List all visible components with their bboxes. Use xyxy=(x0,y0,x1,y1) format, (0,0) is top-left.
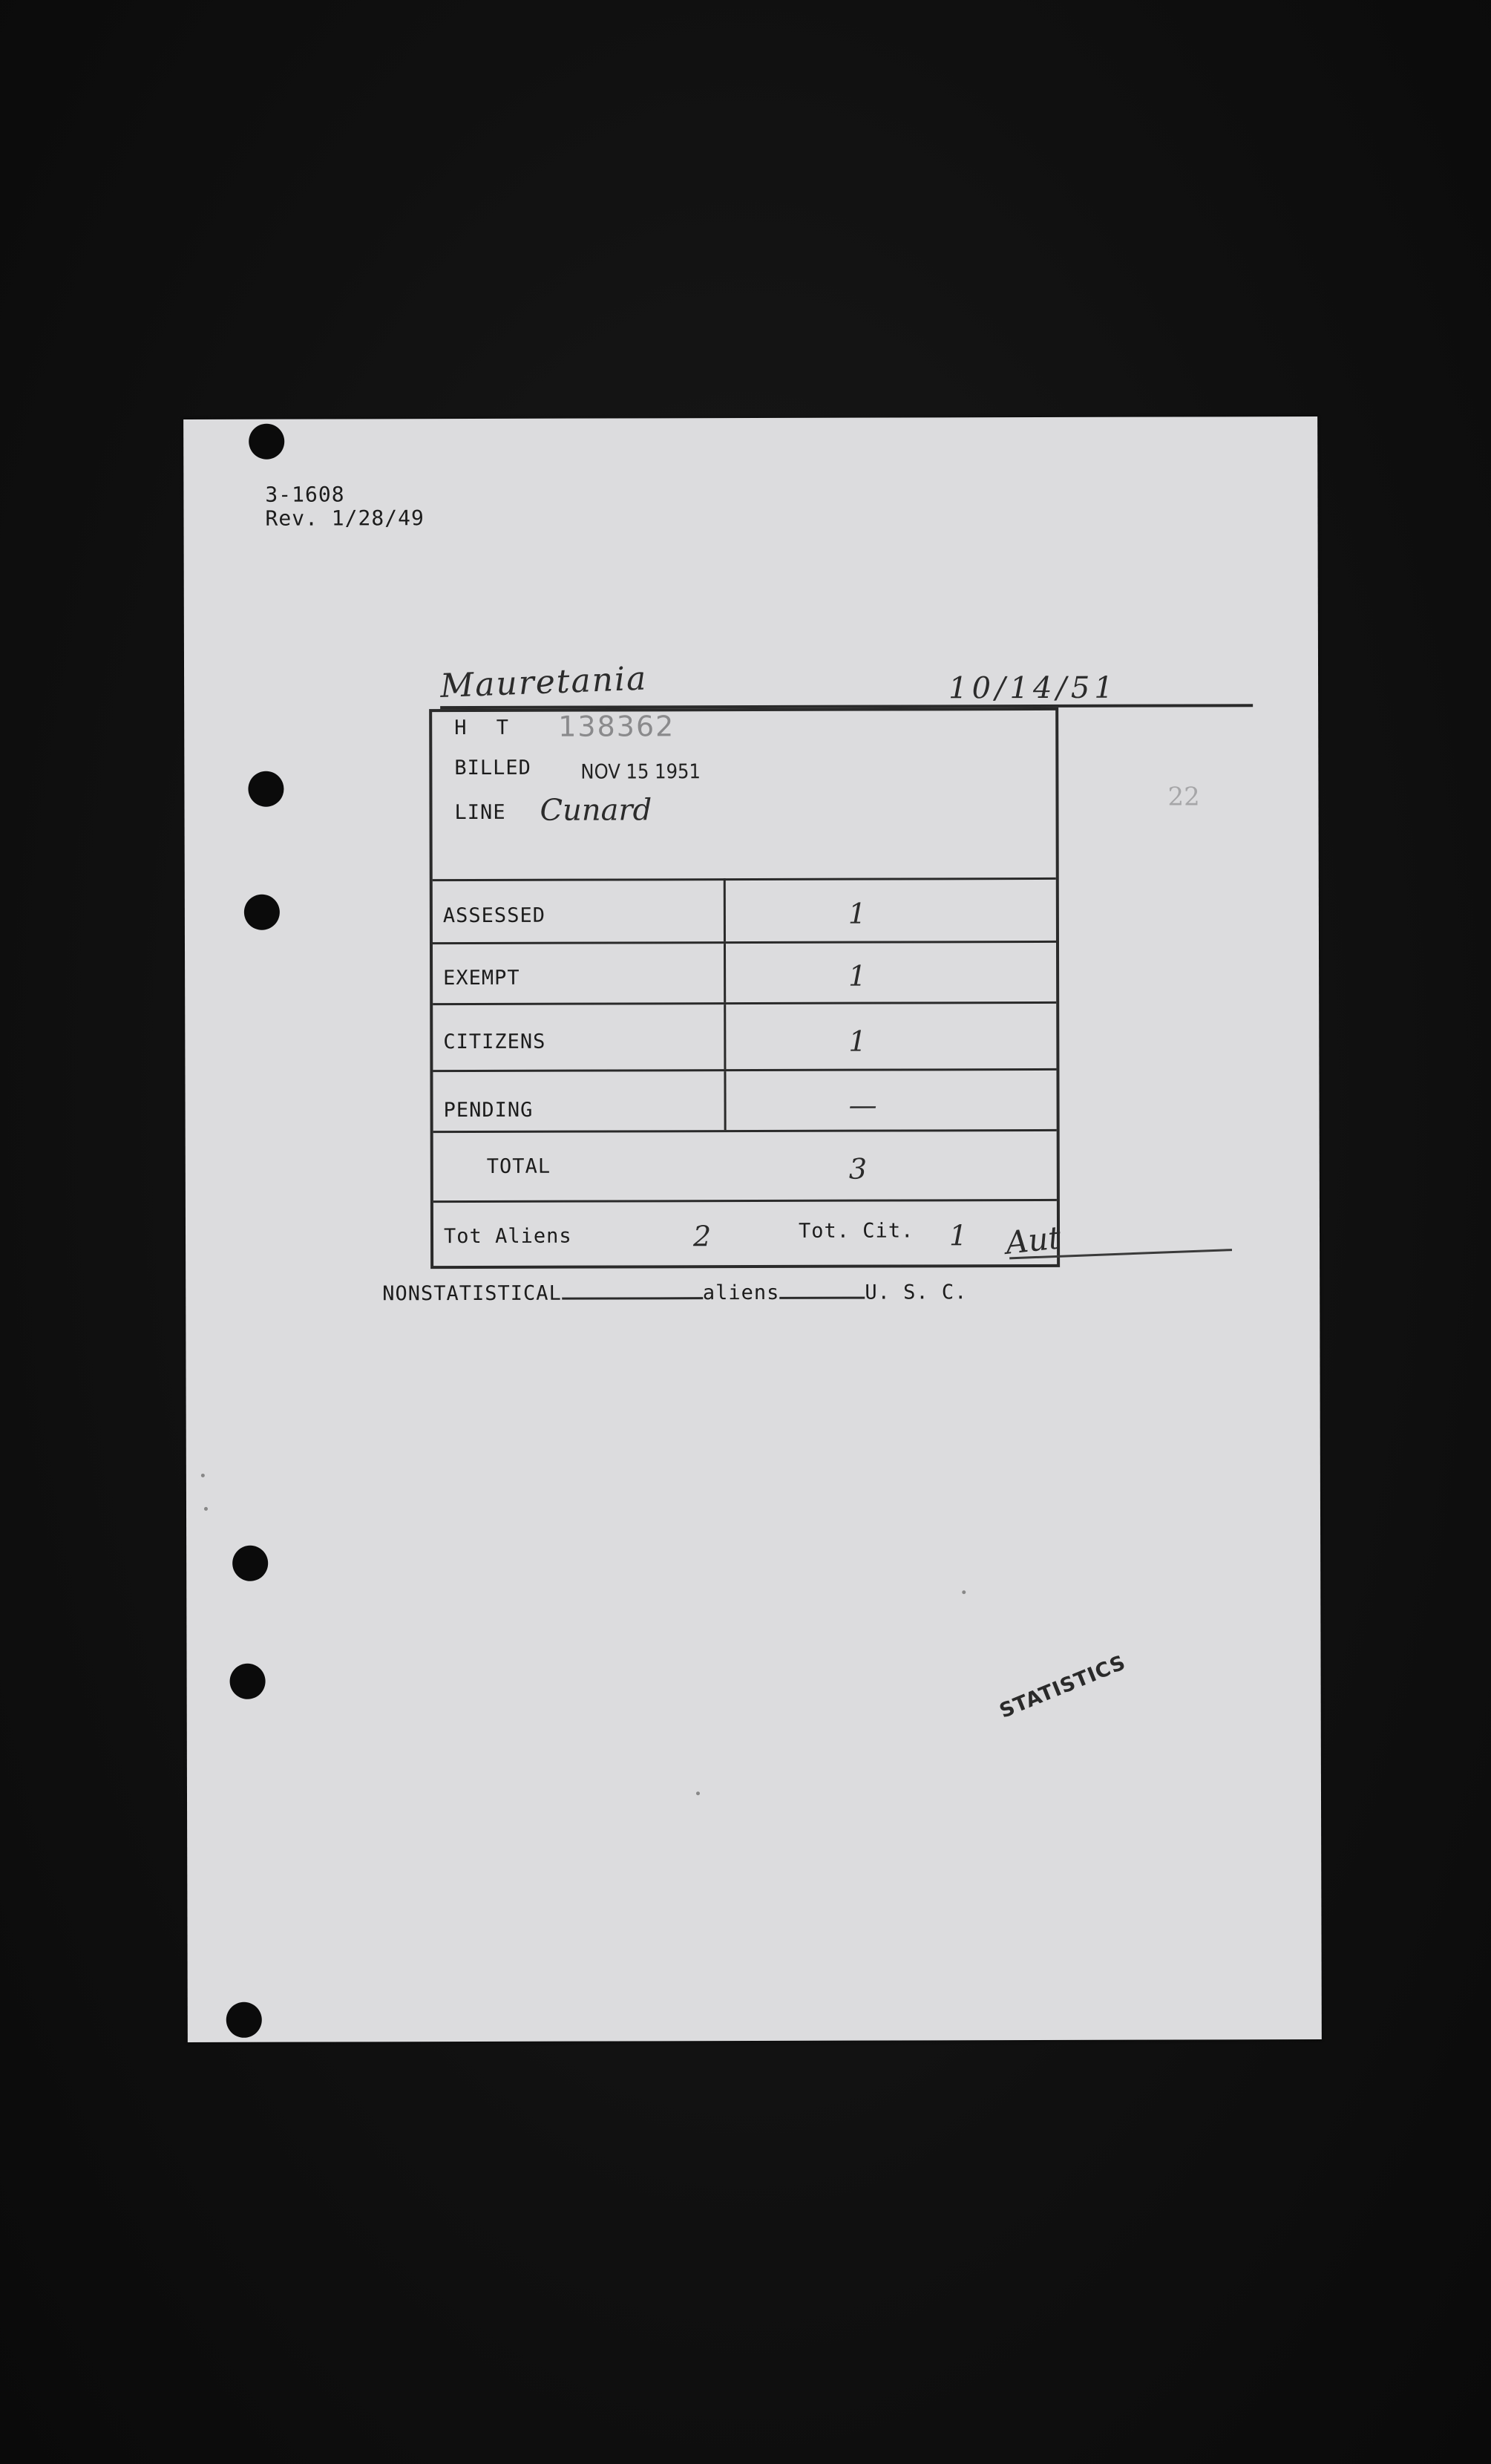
form-revision: Rev. 1/28/49 xyxy=(265,506,425,531)
row-value: 1 xyxy=(848,959,867,993)
column-divider xyxy=(724,1004,726,1069)
entry-date: 10/14/51 xyxy=(948,670,1118,706)
row-value: — xyxy=(848,1088,877,1122)
form-number: 3-1608 xyxy=(265,482,345,507)
totals-row xyxy=(433,1201,1057,1267)
exempt-row xyxy=(433,943,1056,1005)
nonstatistical-line xyxy=(382,1281,967,1305)
total-citizens-label: Tot. Cit. xyxy=(798,1219,914,1243)
total-aliens-value: 2 xyxy=(692,1220,712,1253)
row-label: ASSESSED xyxy=(442,903,545,928)
assessed-row xyxy=(433,878,1056,944)
column-divider xyxy=(724,878,726,941)
line-value: Cunard xyxy=(540,793,652,828)
form-header-area xyxy=(432,710,1056,881)
row-value: 1 xyxy=(848,897,867,930)
ht-label: H T xyxy=(454,716,518,740)
punch-hole xyxy=(232,1546,268,1581)
punch-hole xyxy=(248,771,284,807)
total-aliens-label: Tot Aliens xyxy=(443,1224,572,1249)
clerk-initials: Aut xyxy=(1003,1219,1063,1261)
dust-speck xyxy=(204,1507,208,1511)
pending-row xyxy=(433,1071,1056,1133)
margin-number: 22 xyxy=(1167,782,1200,812)
document-page xyxy=(183,416,1322,2042)
row-label: TOTAL xyxy=(486,1154,551,1178)
column-divider xyxy=(724,944,726,1002)
row-label: CITIZENS xyxy=(443,1030,546,1054)
row-value: 1 xyxy=(848,1025,867,1058)
dust-speck xyxy=(696,1791,700,1795)
ht-number: 138362 xyxy=(558,710,675,743)
billed-date-stamp: NOV 15 1951 xyxy=(580,760,701,784)
aliens-label: aliens xyxy=(702,1281,780,1305)
total-citizens-value: 1 xyxy=(948,1219,968,1252)
row-label: PENDING xyxy=(443,1098,534,1122)
nonstatistical-label: NONSTATISTICAL xyxy=(382,1281,562,1306)
row-value: 3 xyxy=(848,1152,868,1186)
total-row xyxy=(433,1131,1057,1203)
punch-hole xyxy=(230,1664,266,1699)
row-label: EXEMPT xyxy=(443,966,520,990)
statistics-form-box xyxy=(429,707,1060,1269)
billed-label: BILLED xyxy=(454,756,531,780)
dust-speck xyxy=(962,1590,966,1594)
blank-field xyxy=(562,1282,703,1299)
blank-field xyxy=(779,1282,865,1299)
column-divider xyxy=(724,1071,726,1130)
dust-speck xyxy=(201,1474,205,1477)
punch-hole xyxy=(244,895,280,930)
citizens-row xyxy=(433,1004,1056,1072)
statistics-stamp: STATISTICS xyxy=(996,1650,1130,1723)
line-label: LINE xyxy=(454,800,506,825)
usc-label: U. S. C. xyxy=(865,1281,968,1304)
ship-name: Mauretania xyxy=(439,659,649,705)
punch-hole xyxy=(249,424,284,460)
punch-hole xyxy=(226,2002,262,2038)
